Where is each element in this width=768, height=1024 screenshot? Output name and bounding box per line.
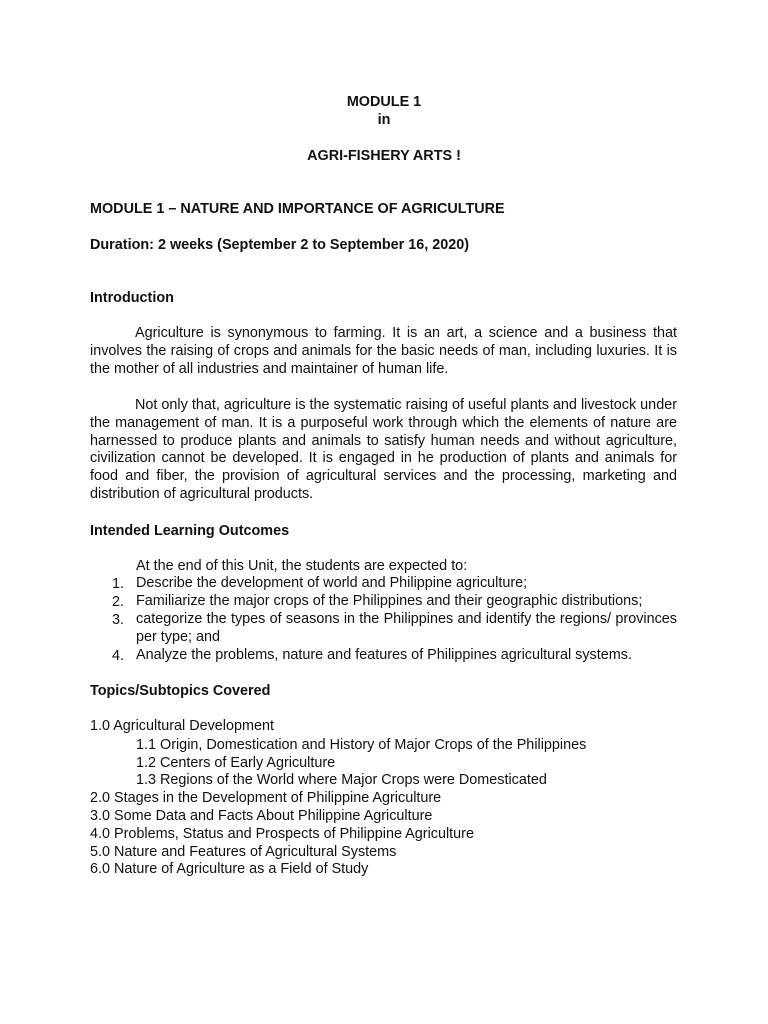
outcome-item: Analyze the problems, nature and features of Philippines agricultural systems. [136, 647, 632, 663]
outcome-item: categorize the types of seasons in the Philippines and identify the regions/ provinces per type; and [136, 611, 677, 645]
topics-heading: Topics/Subtopics Covered [90, 683, 271, 699]
introduction-heading: Introduction [90, 290, 174, 306]
outcome-number: 2. [112, 594, 125, 610]
introduction-paragraph-1: Agriculture is synonymous to farming. It is an art, a science and a business that involves the raising of crops and animals for the basic needs of man, including luxuries. It is the mother of all industries and maintainer of human life. [90, 325, 677, 377]
outcome-number: 4. [112, 648, 125, 664]
topic-item: 4.0 Problems, Status and Prospects of Philippine Agriculture [90, 826, 474, 842]
subtopic-item: 1.1 Origin, Domestication and History of Major Crops of the Philippines [136, 737, 587, 753]
course-title: AGRI-FISHERY ARTS ! [307, 148, 461, 164]
subtopic-item: 1.2 Centers of Early Agriculture [136, 755, 336, 771]
subtopic-item: 1.3 Regions of the World where Major Crops were Domesticated [136, 772, 547, 788]
topic-item: 1.0 Agricultural Development [90, 718, 274, 734]
outcome-number: 1. [112, 576, 125, 592]
outcomes-heading: Intended Learning Outcomes [90, 523, 290, 539]
outcome-number: 3. [112, 612, 125, 628]
topic-item: 5.0 Nature and Features of Agricultural Systems [90, 844, 397, 860]
module-heading: MODULE 1 – NATURE AND IMPORTANCE OF AGRICULTURE [90, 201, 505, 217]
topic-item: 3.0 Some Data and Facts About Philippine Agriculture [90, 808, 433, 824]
module-in: in [377, 112, 391, 128]
outcomes-intro: At the end of this Unit, the students are expected to: [136, 558, 468, 574]
topic-item: 6.0 Nature of Agriculture as a Field of Study [90, 861, 369, 877]
module-title: MODULE 1 [346, 94, 422, 110]
topic-item: 2.0 Stages in the Development of Philippine Agriculture [90, 790, 442, 806]
outcome-item: Familiarize the major crops of the Philippines and their geographic distributions; [136, 593, 643, 609]
duration: Duration: 2 weeks (September 2 to September 16, 2020) [90, 237, 470, 253]
introduction-paragraph-2: Not only that, agriculture is the systematic raising of useful plants and livestock under the management of man. It is a purposeful work through which the elements of nature are harnessed to produce plants and animals to satisfy human needs and without agriculture, civilization cannot be developed. It is engaged in he production of plants and animals for food and fiber, the provision of agricultural services and the processing, marketing and distribution of agricultural products. [90, 397, 677, 502]
outcome-item: Describe the development of world and Philippine agriculture; [136, 575, 528, 591]
